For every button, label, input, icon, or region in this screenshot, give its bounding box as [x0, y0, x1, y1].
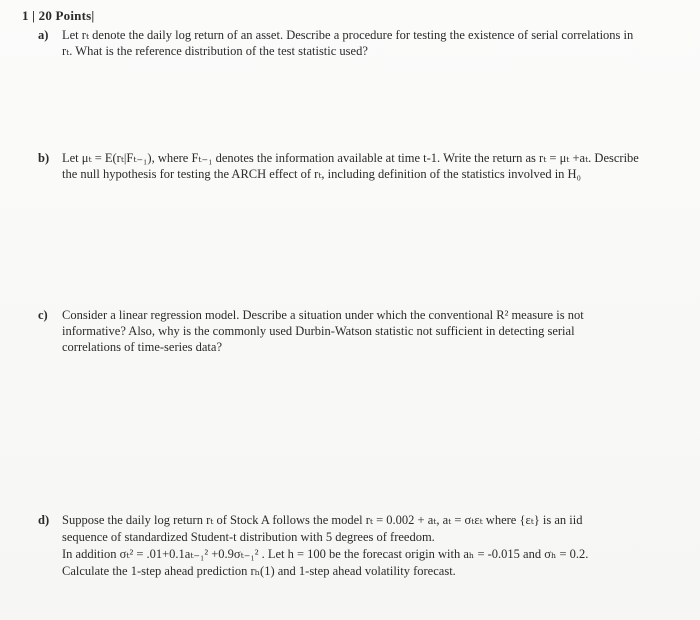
question-c-line: correlations of time-series data?	[62, 340, 222, 354]
question-d	[38, 512, 688, 580]
question-c-line: informative? Also, why is the commonly used Durbin-Watson statistic not sufficient in detecting serial	[62, 324, 575, 338]
question-d-text	[62, 512, 688, 579]
question-c-line: Consider a linear regression model. Describe a situation under which the conventional R² measure is not	[62, 308, 584, 322]
question-a-line: rₜ. What is the reference distribution of the test statistic used?	[62, 44, 368, 58]
question-c-text	[62, 307, 688, 355]
question-b-line: Let μₜ = E(rₜ|Fₜ₋₁), where Fₜ₋₁ denotes the information available at time t-1. Write the return as rₜ = μₜ +aₜ. Describe	[62, 151, 639, 165]
question-b-line: the null hypothesis for testing the ARCH effect of rₜ, including definition of the statistics involved in H₀	[62, 167, 581, 181]
question-d-line: Calculate the 1-step ahead prediction rₕ(1) and 1-step ahead volatility forecast.	[62, 564, 456, 578]
question-a-line: Let rₜ denote the daily log return of an asset. Describe a procedure for testing the existence of serial correlations in	[62, 28, 634, 42]
question-c-label: c)	[38, 308, 48, 322]
problem-header: 1 | 20 Points|	[22, 8, 95, 23]
question-a-text	[62, 27, 688, 59]
question-a	[38, 27, 688, 59]
question-b	[38, 150, 688, 182]
question-b-label: b)	[38, 151, 50, 165]
question-c	[38, 307, 688, 355]
question-d-label: d)	[38, 513, 50, 527]
question-b-text	[62, 150, 688, 182]
question-d-line: Suppose the daily log return rₜ of Stock A follows the model rₜ = 0.002 + aₜ, aₜ = σₜεₜ where {εₜ} is an iid	[62, 513, 583, 527]
question-a-label: a)	[38, 28, 49, 42]
question-d-line: In addition σₜ² = .01+0.1aₜ₋₁² +0.9σₜ₋₁² . Let h = 100 be the forecast origin with aₕ = -0.015 and σₕ = 0.2.	[62, 547, 589, 561]
question-d-line: sequence of standardized Student-t distribution with 5 degrees of freedom.	[62, 530, 435, 544]
